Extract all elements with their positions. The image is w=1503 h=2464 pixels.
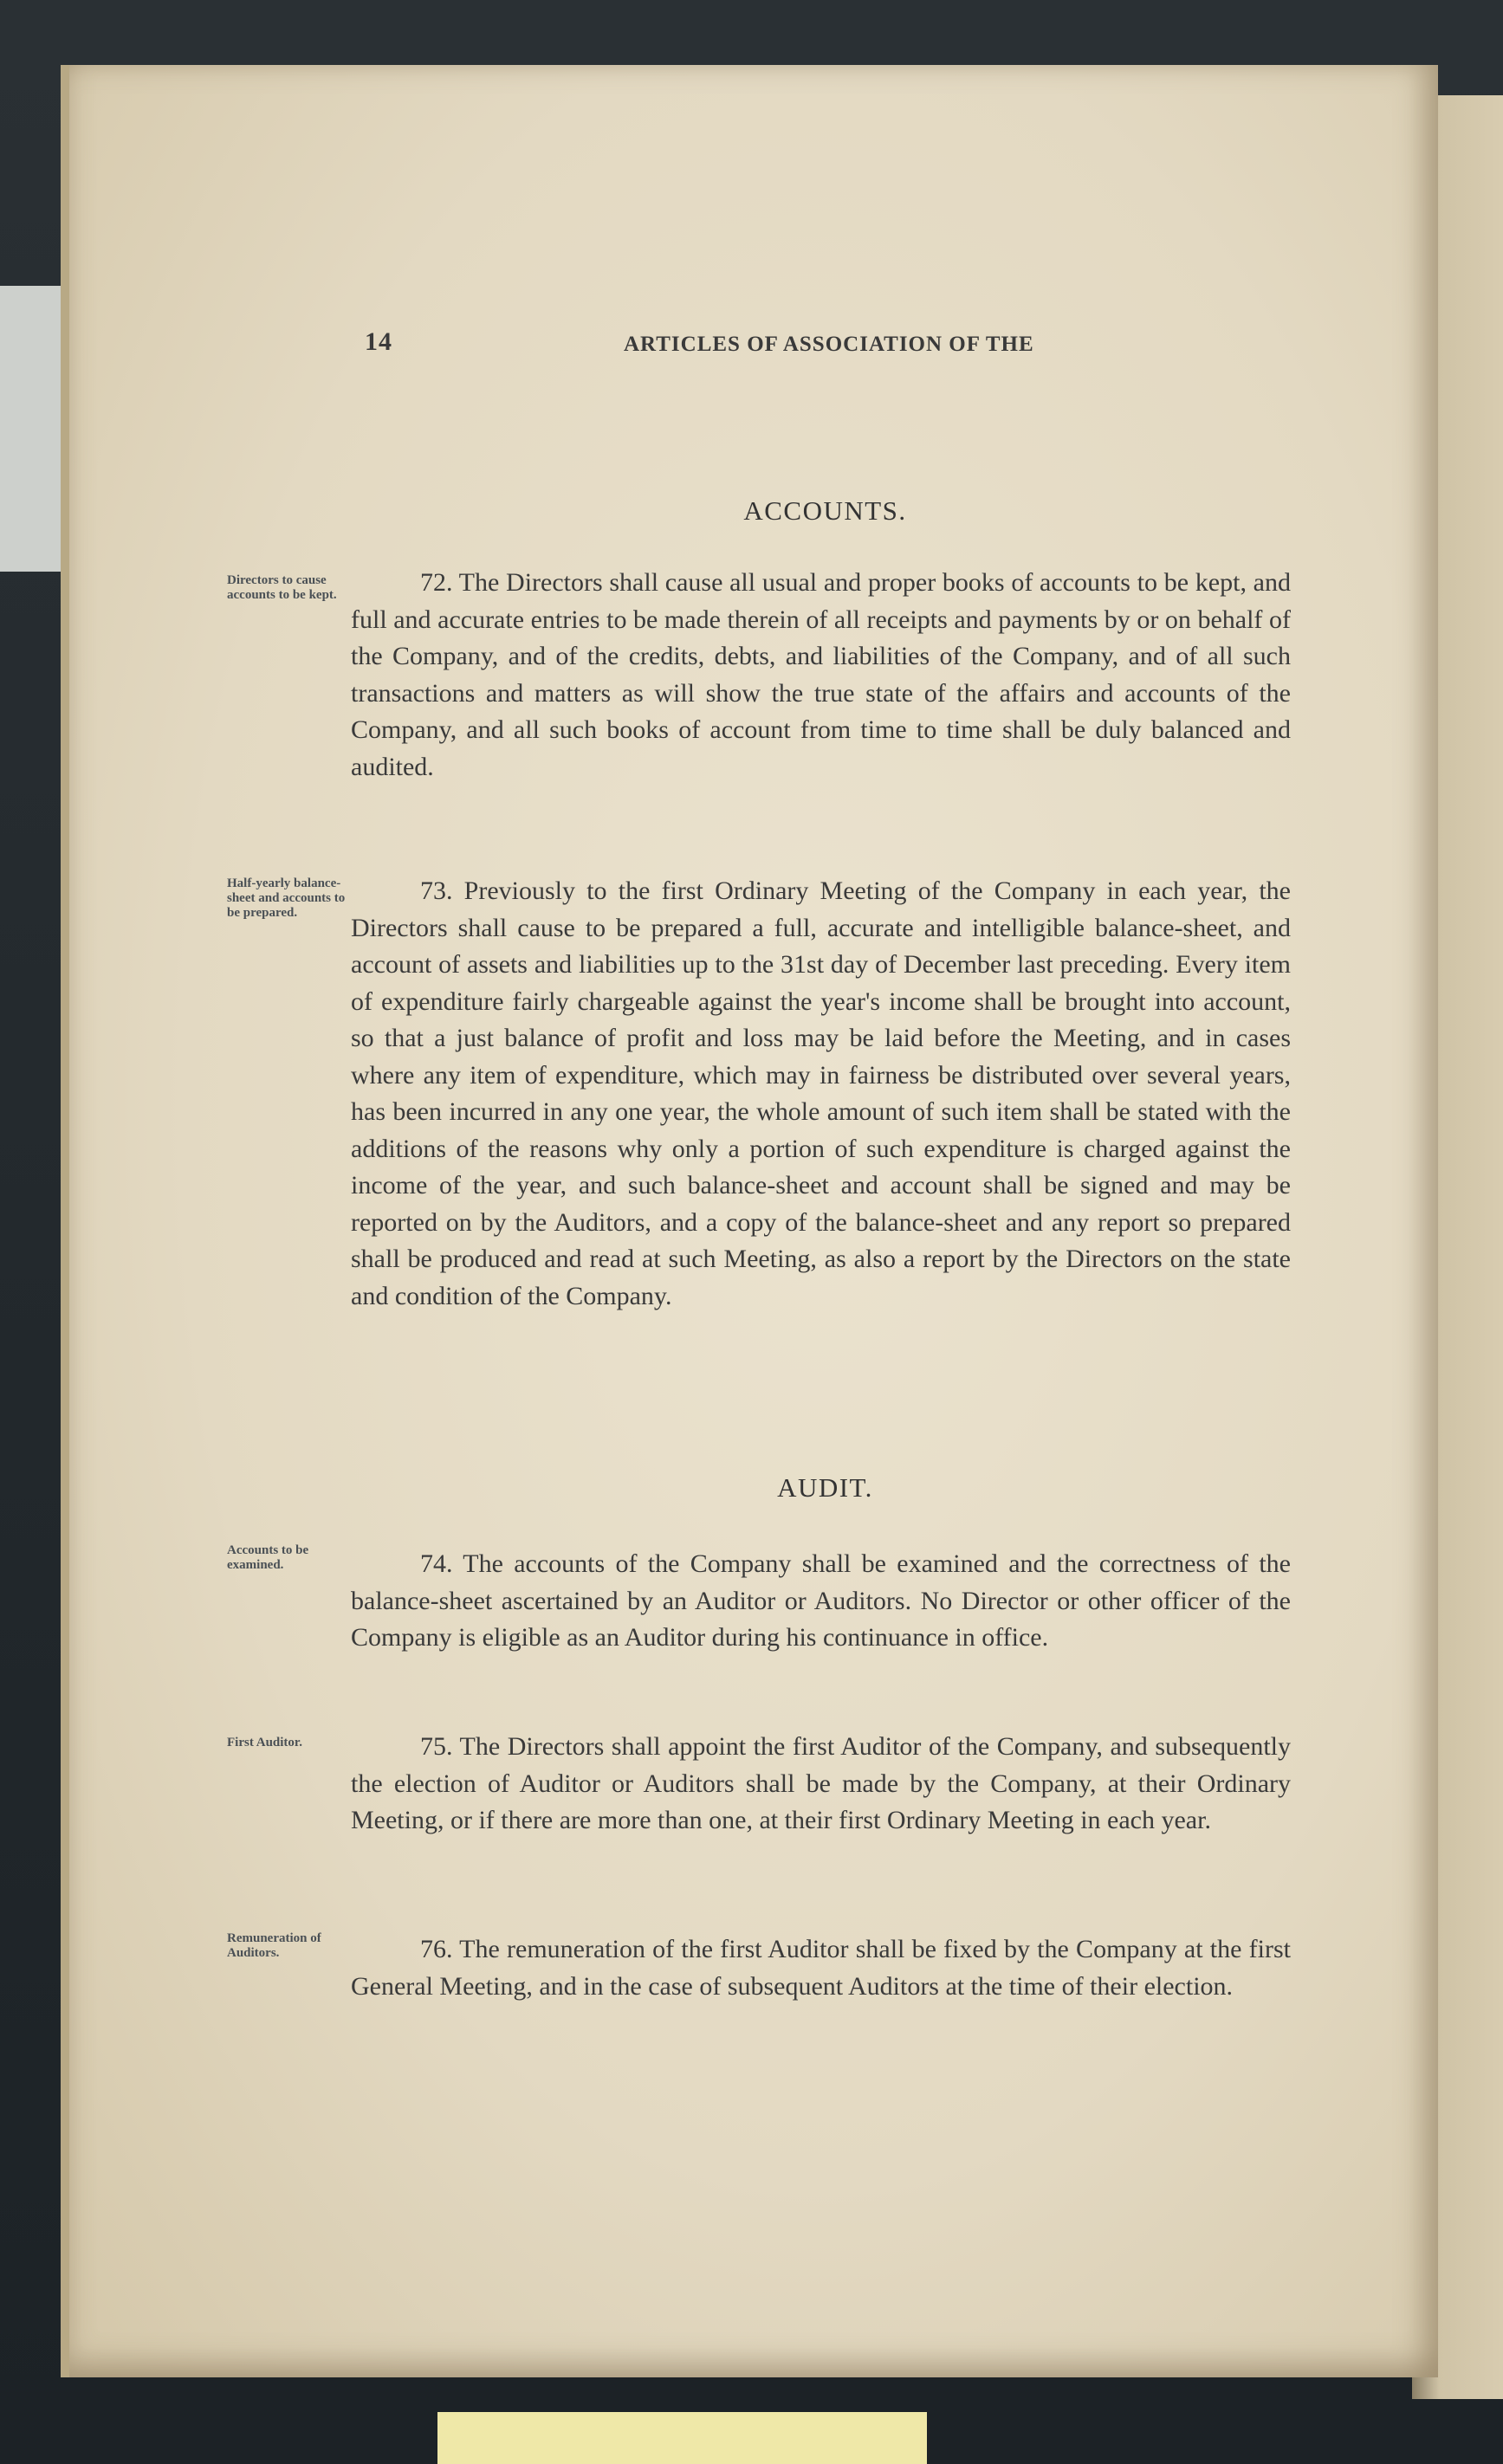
- paper-tab: [437, 2412, 927, 2464]
- article-74: 74. The accounts of the Company shall be examined and the correctness of the balance-sheet ascertained by an Auditor or Auditors. No Director or other officer of the Company is eligible as an Auditor during his continuance in office.: [351, 1549, 1291, 1652]
- article-76: 76. The remuneration of the first Auditor shall be fixed by the Company at the first General Meeting, and in the case of subsequent Auditors at the time of their election.: [351, 1935, 1291, 2001]
- margin-note: First Auditor.: [227, 1736, 302, 1749]
- article-73: 73. Previously to the first Ordinary Meeting of the Company in each year, the Directors shall cause to be prepared a full, accurate and intelligible balance-sheet, and account of assets and liabilities up to the 31st day of December last preceding. Every item of expenditure fairly chargeable against the year's income shall be brought into account, so that a just balance of profit and loss may be laid before the Meeting, and in cases where any item of expenditure, which may in fairness be distributed over several years, has been incurred in any one year, the whole amount of such item shall be stated with the additions of the reasons why only a portion of such expenditure is charged against the income of the year, and such balance-sheet and account shall be signed and may be reported on by the Auditors, and a copy of the balance-sheet and any report so prepared shall be produced and read at such Meeting, as also a report by the Directors on the state and condition of the Company.: [351, 876, 1291, 1310]
- article-72: 72. The Directors shall cause all usual and proper books of accounts to be kept, and full and accurate entries to be made therein of all receipts and payments by or on behalf of the Company, and of the credits, debts, and liabilities of the Company, and of all such transactions and matters as will show the true state of the affairs and accounts of the Company, and all such books of account from time to time shall be duly balanced and audited.: [351, 568, 1291, 781]
- section-heading-accounts: ACCOUNTS.: [743, 495, 907, 526]
- page-number: 14: [365, 327, 392, 356]
- margin-note: Remuneration of Auditors.: [227, 1931, 321, 1960]
- margin-note: Half-yearly balance-sheet and accounts to be prepared.: [227, 876, 346, 920]
- binding-strip: [0, 286, 61, 572]
- section-heading-audit: AUDIT.: [777, 1472, 873, 1503]
- running-title: ARTICLES OF ASSOCIATION OF THE: [624, 333, 1034, 356]
- margin-note: Accounts to be examined.: [227, 1543, 309, 1572]
- margin-note: Directors to cause accounts to be kept.: [227, 573, 337, 602]
- article-75: 75. The Directors shall appoint the first Auditor of the Company, and subsequently the election of Auditor or Auditors shall be made by the Company, at their Ordinary Meeting, or if there are more than one, at their first Ordinary Meeting in each year.: [351, 1732, 1291, 1834]
